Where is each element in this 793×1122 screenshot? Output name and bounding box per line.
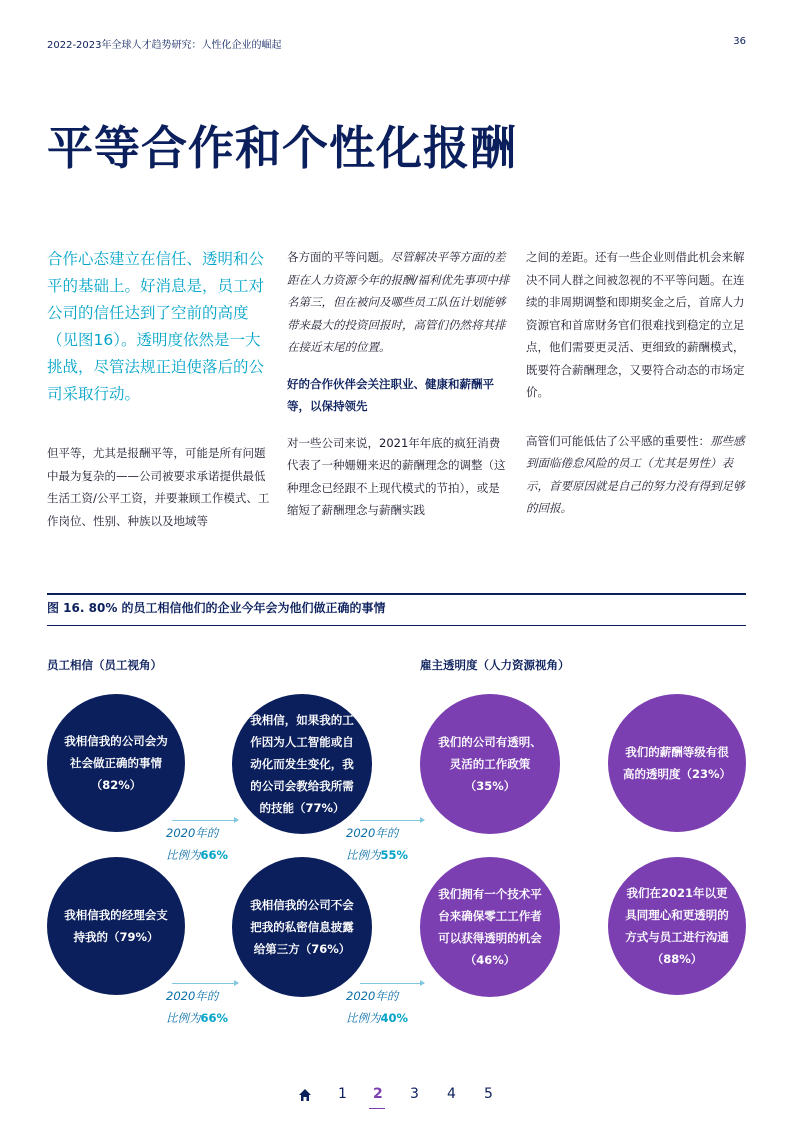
connector-arrow [360, 983, 424, 984]
page-link-3[interactable]: 3 [410, 1086, 419, 1102]
col2-p1-italic: 尽管解决平等方面的差距在人力资源今年的报酬/福利优先事项中排名第三，但在被问及哪些员工队伍计划能够带来最大的投资回报时，高管们仍然将其排在接近末尾的位置。 [287, 250, 510, 354]
active-page-underline [369, 1108, 385, 1109]
col1-paragraph: 但平等，尤其是报酬平等，可能是所有问题中最为复杂的——公司被要求承诺提供最低生活工资/公平工资，并要兼顾工作模式、工作岗位、性别、种族以及地域等 [47, 446, 270, 528]
stat-circle-manager-support: 我相信我的经理会支持我的（79%） [47, 857, 185, 995]
figure-top-rule [47, 593, 746, 595]
col3-paragraph-1: 之间的差距。还有一些企业则借此机会来解决不同人群之间被忽视的不平等问题。在连续的非周期调整和即期奖金之后，首席人力资源官和首席财务官们很难找到稳定的立足点，他们需要更灵活、更细致的薪酬模式，既要符合薪酬理念，又要符合动态的市场定价。 [526, 250, 745, 399]
page-navigation [0, 1086, 793, 1110]
page-number: 36 [733, 36, 746, 47]
home-icon[interactable] [298, 1088, 312, 1106]
connector-arrow [172, 820, 238, 821]
employer-transparency-label: 雇主透明度（人力资源视角） [420, 658, 570, 672]
comparison-note-2020: 2020年的 比例为66% [166, 989, 229, 1025]
stat-circle-social-good: 我相信我的公司会为社会做正确的事情（82%） [47, 694, 185, 832]
page-link-2-active[interactable]: 2 [373, 1086, 383, 1102]
column-2 [287, 246, 510, 522]
figure-title: 图 16. 80% 的员工相信他们的企业今年会为他们做正确的事情 [47, 601, 386, 615]
stat-circle-flexible-policy: 我们的公司有透明、灵活的工作政策（35%） [420, 694, 560, 834]
col3-p2-plain: 高管们可能低估了公平感的重要性： [526, 433, 710, 448]
col2-paragraph-2: 对一些公司来说，2021年年底的疯狂消费代表了一种姗姗来迟的薪酬理念的调整（这种理念已经跟不上现代模式的节拍），或是缩短了薪酬理念与薪酬实践 [287, 435, 506, 517]
connector-arrow [360, 820, 424, 821]
stat-circle-gig-platform: 我们拥有一个技术平台来确保零工工作者可以获得透明的机会（46%） [420, 857, 560, 997]
employee-trust-label: 员工相信（员工视角） [47, 658, 162, 672]
stat-circle-pay-transparency: 我们的薪酬等级有很高的透明度（23%） [608, 694, 746, 832]
col3-paragraph-2 [526, 430, 748, 520]
page-link-4[interactable]: 4 [447, 1086, 456, 1102]
comparison-note-2020: 2020年的 比例为66% [166, 826, 229, 862]
stat-circle-privacy: 我相信我的公司不会把我的私密信息披露给第三方（76%） [232, 857, 372, 997]
stat-circle-skills: 我相信，如果我的工作因为人工智能或自动化而发生变化，我的公司会教给我所需的技能（77%） [232, 694, 372, 834]
lead-paragraph: 合作心态建立在信任、透明和公平的基础上。好消息是，员工对公司的信任达到了空前的高度（见图16）。透明度依然是一大挑战，尽管法规正迫使落后的公司采取行动。 [47, 250, 265, 403]
page-link-5[interactable]: 5 [484, 1086, 493, 1102]
comparison-note-2020: 2020年的 比例为40% [346, 989, 409, 1025]
connector-arrow [172, 983, 238, 984]
comparison-note-2020: 2020年的 比例为55% [346, 826, 409, 862]
col2-p1-plain: 各方面的平等问题。 [287, 250, 391, 264]
col3-p2-italic: 那些感到面临倦怠风险的员工（尤其是男性）表示，首要原因就是自己的努力没有得到足够的回报。 [526, 433, 745, 515]
page-title: 平等合作和个性化报酬 [47, 121, 517, 175]
col2-paragraph-1 [287, 246, 510, 359]
running-header: 2022-2023年全球人才趋势研究：人性化企业的崛起 [47, 40, 282, 51]
stat-circle-empathetic-communication: 我们在2021年以更具同理心和更透明的方式与员工进行沟通（88%） [608, 857, 746, 995]
page-link-1[interactable]: 1 [338, 1086, 347, 1102]
figure-title-rule [47, 625, 746, 626]
col2-subheading: 好的合作伙伴会关注职业、健康和薪酬平等，以保持领先 [287, 376, 494, 413]
column-3 [526, 246, 748, 520]
